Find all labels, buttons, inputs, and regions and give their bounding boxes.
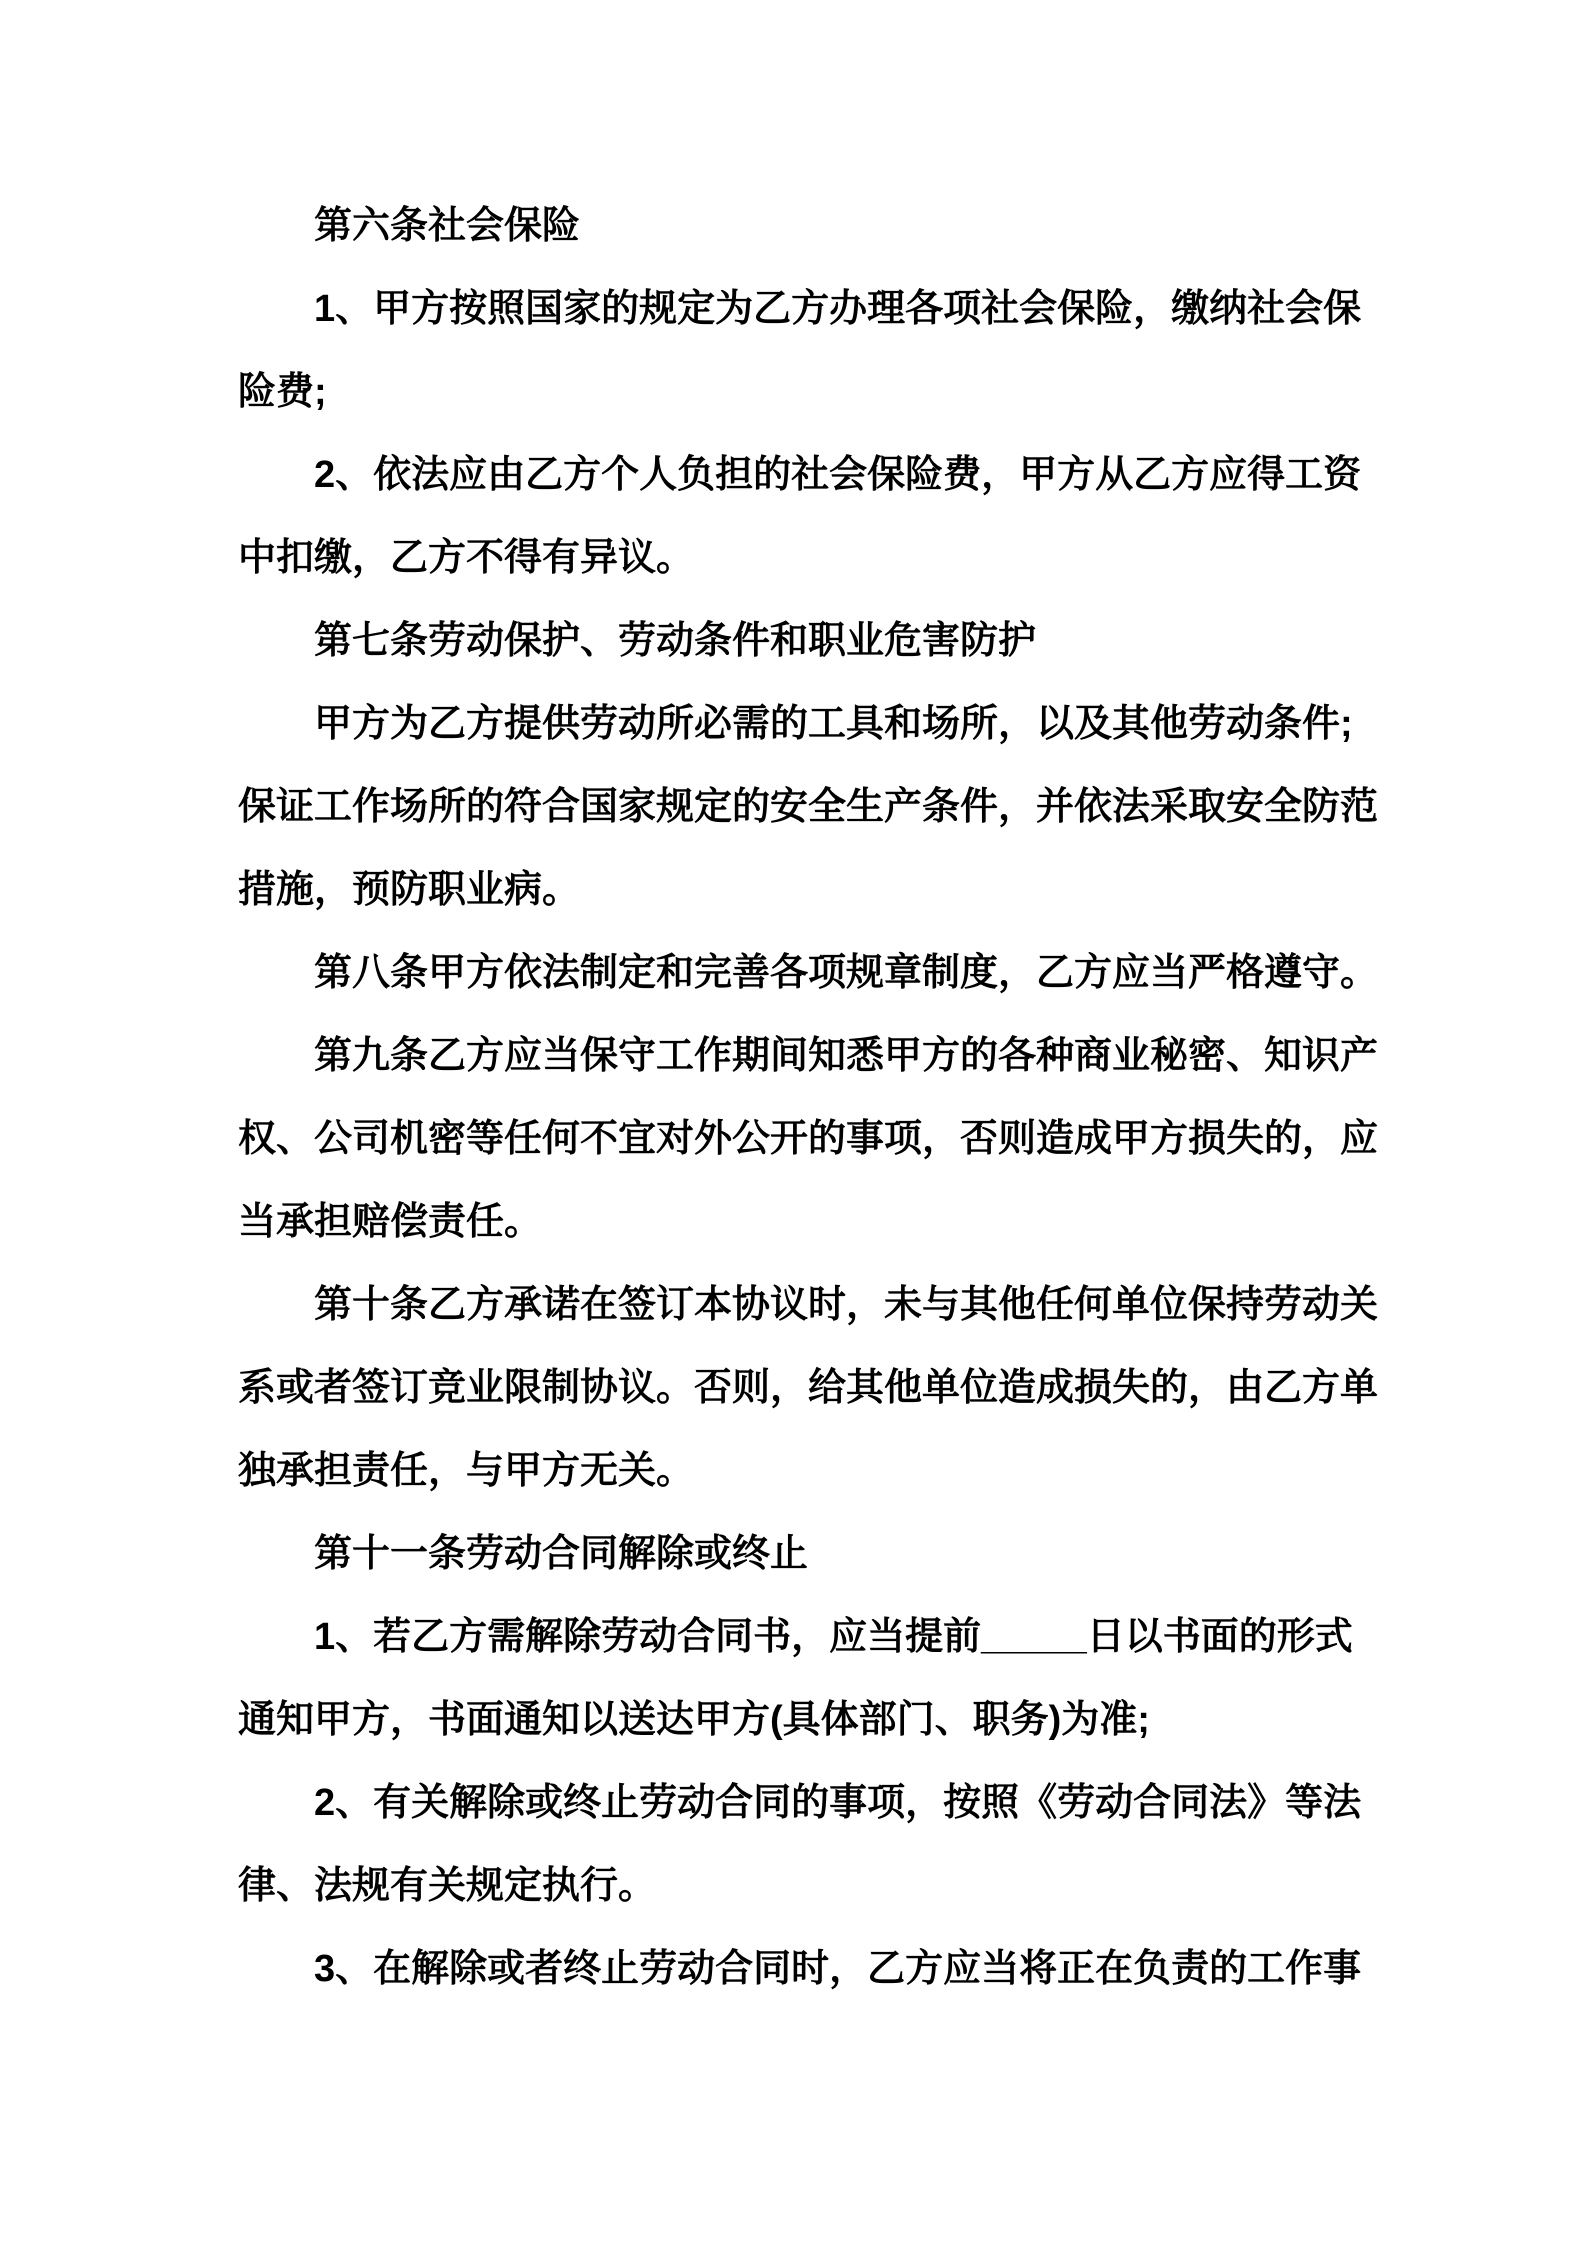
contract-text-line: 3、在解除或者终止劳动合同时，乙方应当将正在负责的工作事 bbox=[314, 1948, 1362, 1990]
contract-text-line: 第十一条劳动合同解除或终止 bbox=[314, 1533, 809, 1575]
contract-text-line: 独承担责任，与甲方无关。 bbox=[238, 1450, 695, 1492]
contract-text-line: 2、依法应由乙方个人负担的社会保险费，甲方从乙方应得工资 bbox=[314, 454, 1362, 496]
contract-text-line: 险费; bbox=[238, 371, 327, 413]
contract-text-line: 通知甲方，书面通知以送达甲方(具体部门、职务)为准; bbox=[238, 1699, 1150, 1741]
contract-text-line: 第六条社会保险 bbox=[314, 205, 581, 247]
contract-text-line: 律、法规有关规定执行。 bbox=[238, 1865, 657, 1907]
contract-text-line: 1、甲方按照国家的规定为乙方办理各项社会保险，缴纳社会保 bbox=[314, 288, 1362, 330]
contract-text-line: 当承担赔偿责任。 bbox=[238, 1201, 543, 1243]
contract-text-line: 权、公司机密等任何不宜对外公开的事项，否则造成甲方损失的，应 bbox=[238, 1118, 1379, 1160]
contract-text-line: 保证工作场所的符合国家规定的安全生产条件，并依法采取安全防范 bbox=[238, 786, 1379, 828]
contract-text-line: 第八条甲方依法制定和完善各项规章制度，乙方应当严格遵守。 bbox=[314, 952, 1379, 994]
contract-text-line: 措施，预防职业病。 bbox=[238, 869, 581, 911]
contract-text-line: 第七条劳动保护、劳动条件和职业危害防护 bbox=[314, 620, 1037, 662]
contract-text-line: 第九条乙方应当保守工作期间知悉甲方的各种商业秘密、知识产 bbox=[314, 1035, 1379, 1077]
contract-text-line: 2、有关解除或终止劳动合同的事项，按照《劳动合同法》等法 bbox=[314, 1782, 1362, 1824]
contract-text-line: 第十条乙方承诺在签订本协议时，未与其他任何单位保持劳动关 bbox=[314, 1284, 1379, 1326]
contract-text-line: 系或者签订竞业限制协议。否则，给其他单位造成损失的，由乙方单 bbox=[238, 1367, 1379, 1409]
contract-text-line: 1、若乙方需解除劳动合同书，应当提前_____日以书面的形式 bbox=[314, 1616, 1353, 1658]
contract-text-line: 甲方为乙方提供劳动所必需的工具和场所，以及其他劳动条件; bbox=[314, 703, 1353, 745]
contract-text-line: 中扣缴，乙方不得有异议。 bbox=[238, 537, 695, 579]
